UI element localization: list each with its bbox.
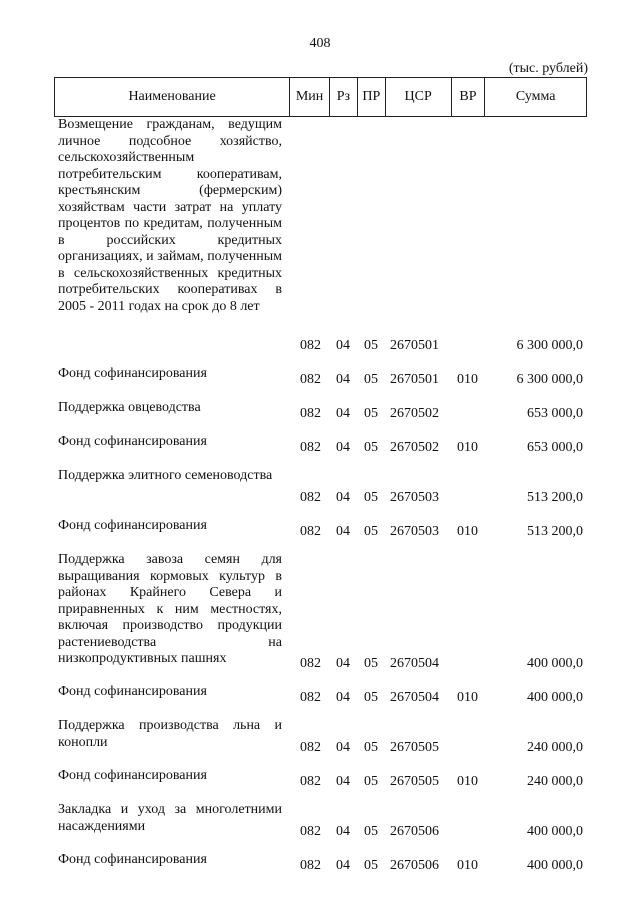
row-pr: 05 <box>364 372 378 387</box>
table-row <box>54 434 587 456</box>
row-vr: 010 <box>457 372 478 387</box>
row-min: 082 <box>300 858 321 873</box>
row-vr: 010 <box>457 858 478 873</box>
row-pr: 05 <box>364 656 378 671</box>
row-csr: 2670502 <box>390 406 439 421</box>
row-name: Фонд софинансирования <box>58 518 207 533</box>
row-pr: 05 <box>364 774 378 789</box>
row-sum: 240 000,0 <box>527 774 583 789</box>
row-name: Поддержка элитного семеноводства <box>58 468 273 483</box>
row-pr: 05 <box>364 440 378 455</box>
row-name: Фонд софинансирования <box>58 366 207 381</box>
table-row <box>54 718 587 756</box>
row-name: Поддержка производства льна и конопли <box>58 718 282 750</box>
row-sum: 653 000,0 <box>527 440 583 455</box>
table-row <box>54 400 587 422</box>
table-body <box>54 117 587 874</box>
row-min: 082 <box>300 656 321 671</box>
row-rz: 04 <box>336 656 350 671</box>
row-min: 082 <box>300 824 321 839</box>
row-csr: 2670504 <box>390 656 439 671</box>
row-rz: 04 <box>336 740 350 755</box>
table-header <box>54 77 587 117</box>
row-csr: 2670504 <box>390 690 439 705</box>
row-pr: 05 <box>364 524 378 539</box>
row-min: 082 <box>300 774 321 789</box>
row-pr: 05 <box>364 490 378 505</box>
row-csr: 2670501 <box>390 372 439 387</box>
table-row <box>54 518 587 540</box>
header-min: Мин <box>290 78 330 116</box>
row-min: 082 <box>300 338 321 353</box>
row-csr: 2670505 <box>390 774 439 789</box>
page-number: 408 <box>309 36 331 51</box>
row-rz: 04 <box>336 824 350 839</box>
row-csr: 2670503 <box>390 490 439 505</box>
row-sum: 6 300 000,0 <box>516 372 583 387</box>
row-pr: 05 <box>364 858 378 873</box>
row-vr: 010 <box>457 524 478 539</box>
row-sum: 240 000,0 <box>527 740 583 755</box>
row-sum: 400 000,0 <box>527 656 583 671</box>
row-sum: 400 000,0 <box>527 690 583 705</box>
row-csr: 2670502 <box>390 440 439 455</box>
row-rz: 04 <box>336 690 350 705</box>
row-min: 082 <box>300 690 321 705</box>
table-row <box>54 802 587 840</box>
row-rz: 04 <box>336 440 350 455</box>
row-min: 082 <box>300 372 321 387</box>
row-csr: 2670501 <box>390 338 439 353</box>
row-min: 082 <box>300 490 321 505</box>
row-name: Закладка и уход за многолетними насаждениями <box>58 802 282 834</box>
row-rz: 04 <box>336 338 350 353</box>
row-name: Возмещение гражданам, ведущим личное подсобное хозяйство, сельскохозяйственным потребительским кооперативам, крестьянским (фермерским) хозяйствам части затрат на уплату процентов по кредитам, полученным в российских кредитных организациях, и займам, полученным в сельскохозяйственных кредитных потребительских кооперативах в 2005 - 2011 годах на срок до 8 лет <box>58 117 282 314</box>
row-csr: 2670505 <box>390 740 439 755</box>
row-rz: 04 <box>336 406 350 421</box>
row-sum: 513 200,0 <box>527 524 583 539</box>
row-pr: 05 <box>364 740 378 755</box>
row-pr: 05 <box>364 338 378 353</box>
header-pr: ПР <box>358 78 386 116</box>
row-pr: 05 <box>364 690 378 705</box>
row-name: Фонд софинансирования <box>58 852 207 867</box>
header-name: Наименование <box>55 78 290 116</box>
row-min: 082 <box>300 440 321 455</box>
row-name: Фонд софинансирования <box>58 434 207 449</box>
row-rz: 04 <box>336 524 350 539</box>
row-pr: 05 <box>364 824 378 839</box>
row-sum: 653 000,0 <box>527 406 583 421</box>
row-rz: 04 <box>336 372 350 387</box>
row-vr: 010 <box>457 690 478 705</box>
row-min: 082 <box>300 406 321 421</box>
row-csr: 2670506 <box>390 858 439 873</box>
table-row <box>54 366 587 388</box>
table-row <box>54 852 587 874</box>
row-sum: 513 200,0 <box>527 490 583 505</box>
row-rz: 04 <box>336 858 350 873</box>
row-sum: 400 000,0 <box>527 824 583 839</box>
row-rz: 04 <box>336 774 350 789</box>
row-name: Поддержка овцеводства <box>58 400 201 415</box>
row-name: Поддержка завоза семян для выращивания кормовых культур в районах Крайнего Севера и приравненных к ним местностях, включая производство продукции растениеводства на низкопродуктивных пашнях <box>58 552 282 666</box>
row-rz: 04 <box>336 490 350 505</box>
row-csr: 2670506 <box>390 824 439 839</box>
header-vr: ВР <box>452 78 486 116</box>
row-csr: 2670503 <box>390 524 439 539</box>
table-row <box>54 468 587 506</box>
row-pr: 05 <box>364 406 378 421</box>
row-vr: 010 <box>457 774 478 789</box>
row-vr: 010 <box>457 440 478 455</box>
table-row <box>54 552 587 672</box>
header-csr: ЦСР <box>386 78 452 116</box>
row-min: 082 <box>300 740 321 755</box>
row-name: Фонд софинансирования <box>58 768 207 783</box>
units-label: (тыс. рублей) <box>508 61 588 76</box>
table-row <box>54 684 587 706</box>
table-row <box>54 117 587 354</box>
row-sum: 400 000,0 <box>527 858 583 873</box>
table-row <box>54 768 587 790</box>
row-sum: 6 300 000,0 <box>516 338 583 353</box>
header-rz: Рз <box>330 78 358 116</box>
row-min: 082 <box>300 524 321 539</box>
row-name: Фонд софинансирования <box>58 684 207 699</box>
header-sum: Сумма <box>515 89 556 104</box>
